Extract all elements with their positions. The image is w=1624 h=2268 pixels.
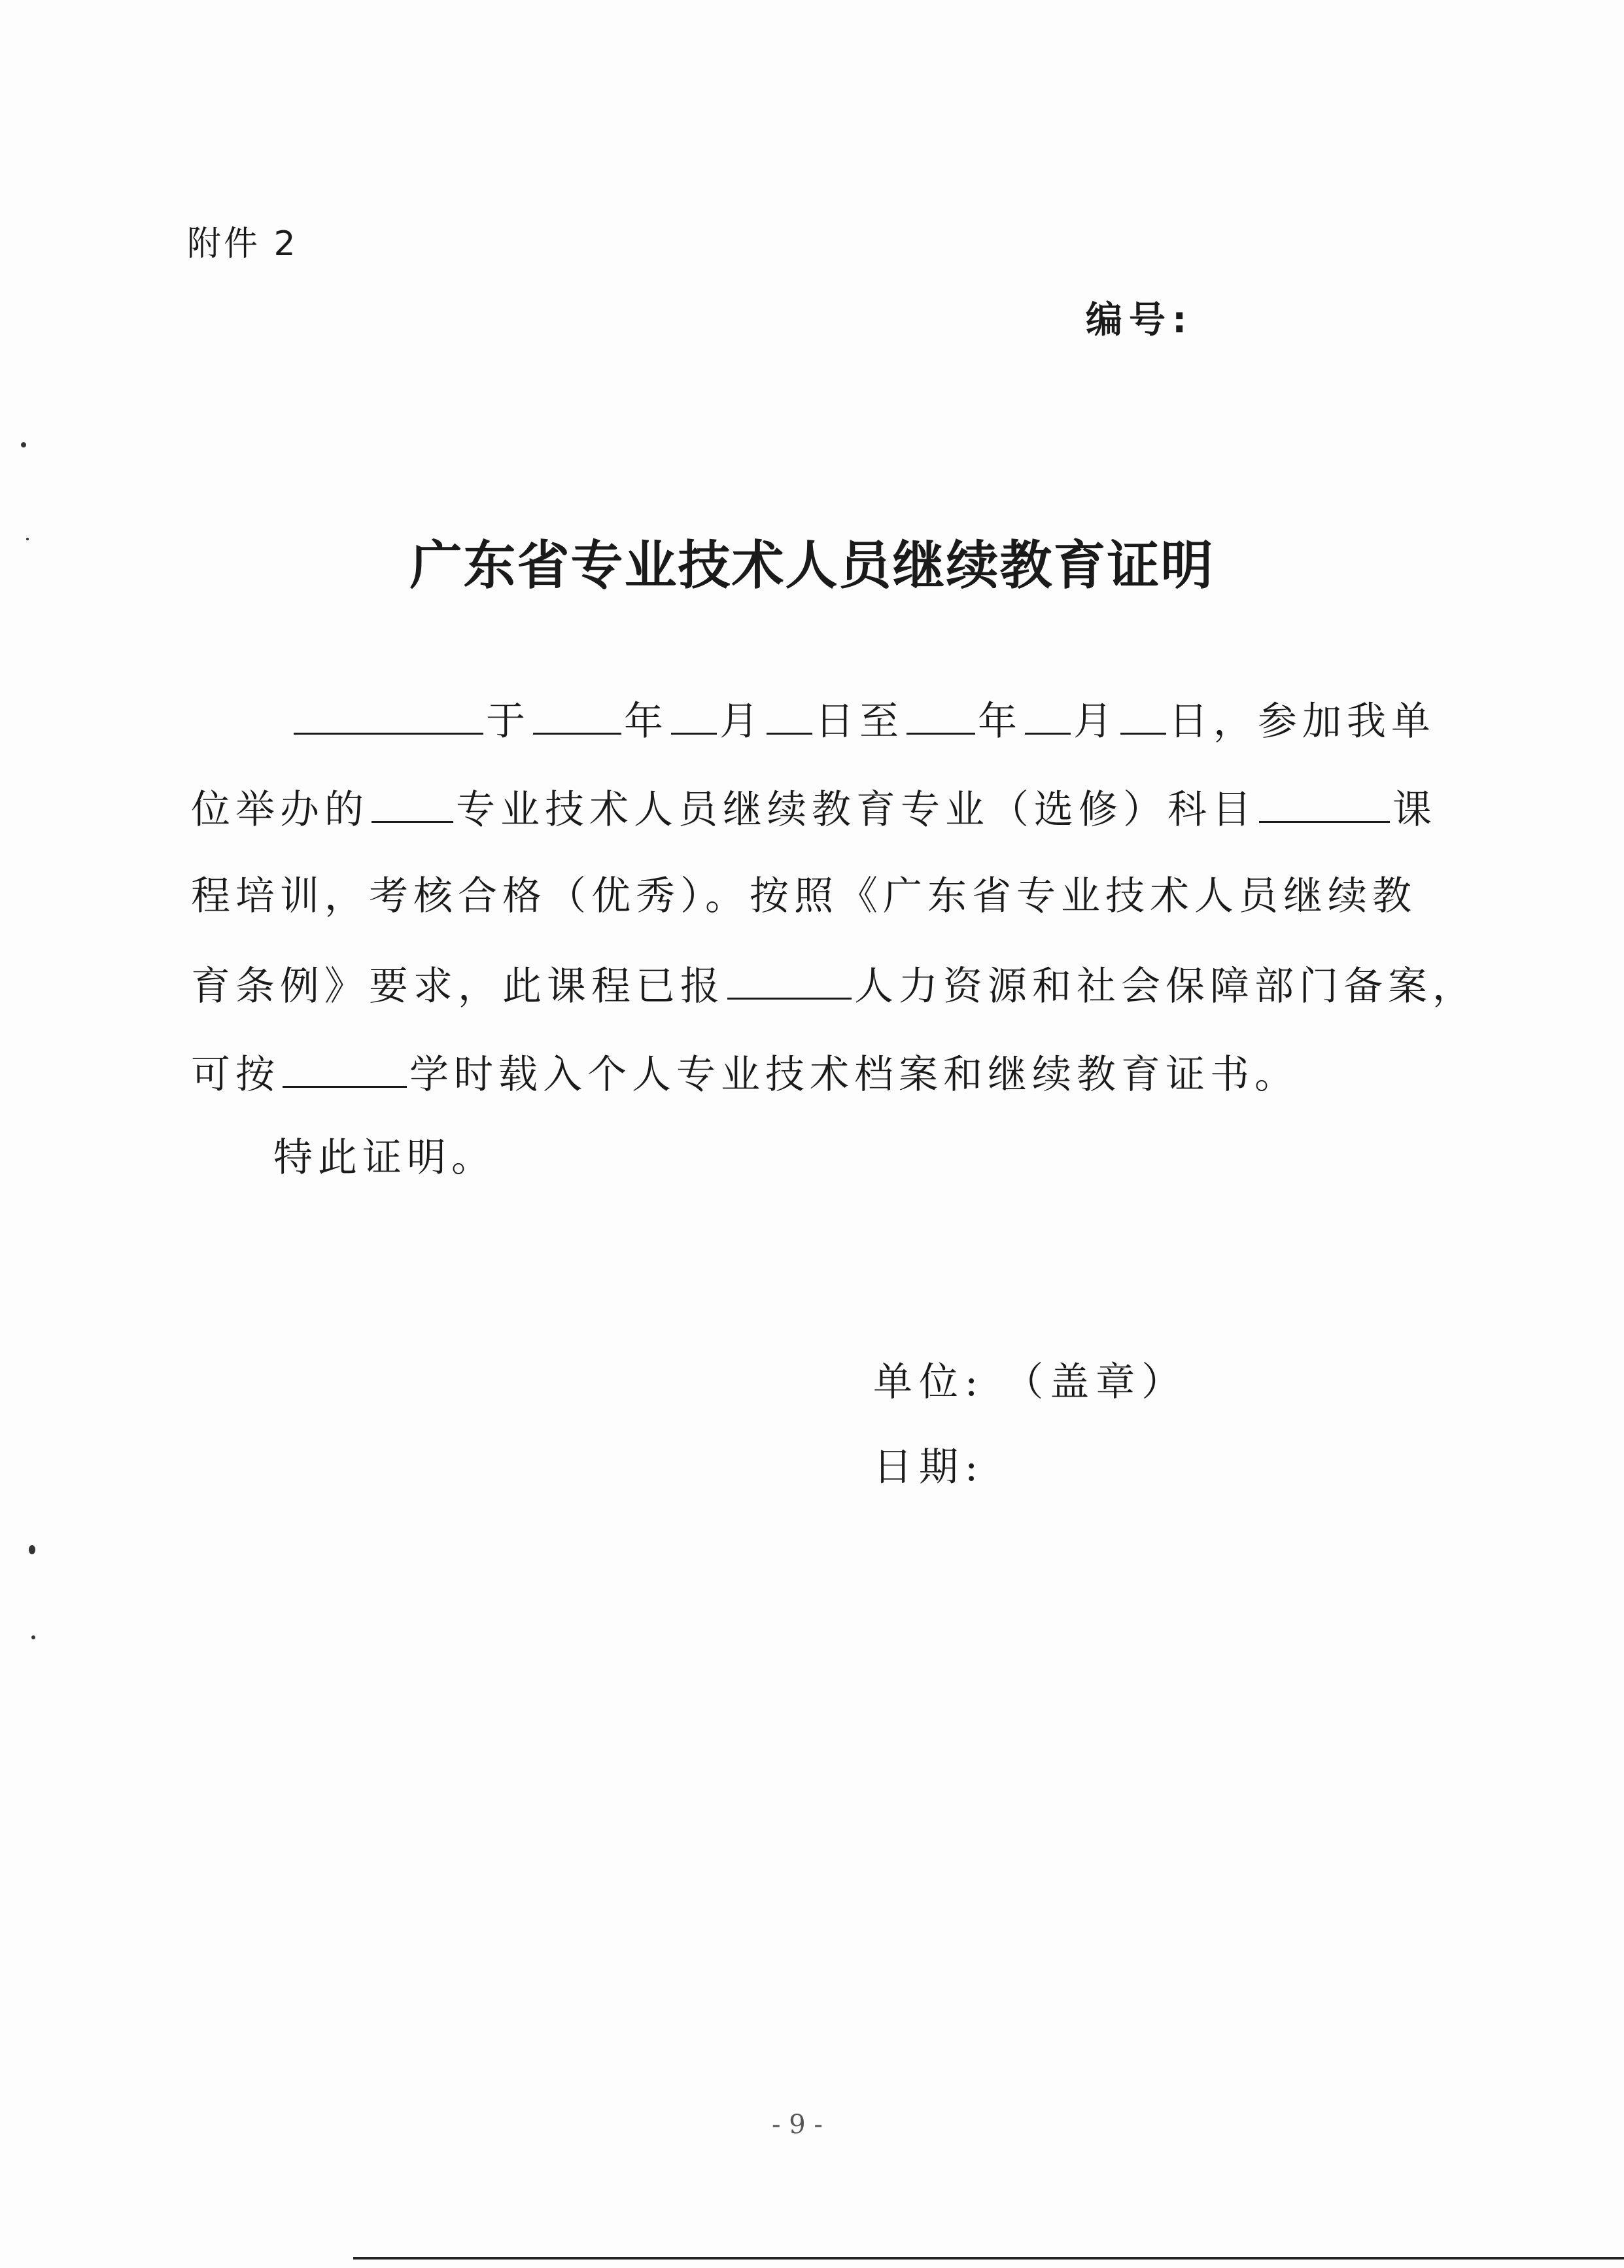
- text-credit-hours: 学时载入个人专业技术档案和继续教育证书。: [409, 1052, 1299, 1098]
- serial-number-label: 编号:: [1086, 299, 1194, 341]
- start-year-blank: [533, 693, 621, 735]
- body-line-1: [291, 693, 1436, 748]
- text-day-to: 日至: [815, 699, 904, 744]
- course-blank: [1259, 782, 1390, 823]
- unit-label: 单位:: [873, 1359, 985, 1405]
- body-line-2: [191, 782, 1437, 836]
- scan-speck: [26, 538, 29, 540]
- name-blank: [294, 693, 483, 735]
- body-line-3: 程培训，考核合格（优秀）。按照《广东省专业技术人员继续教: [191, 873, 1417, 919]
- start-month-blank: [671, 693, 717, 735]
- bottom-border-line: [353, 2257, 1624, 2259]
- text-subject: 专业技术人员继续教育专业（选修）科目: [456, 787, 1256, 833]
- text-yu: 于: [486, 699, 530, 744]
- closing-statement: 特此证明。: [273, 1135, 496, 1181]
- body-line-4: [191, 958, 1477, 1013]
- text-day-attend: 日，参加我单: [1169, 699, 1436, 744]
- start-day-blank: [767, 693, 812, 735]
- text-month-2: 月: [1073, 699, 1118, 744]
- text-year: 年: [624, 699, 668, 744]
- text-hr-department: 人力资源和社会保障部门备案，: [854, 964, 1477, 1009]
- text-according: 可按: [191, 1052, 280, 1098]
- scan-speck: [31, 1635, 35, 1639]
- scan-speck: [29, 1545, 35, 1554]
- hours-blank: [283, 1047, 407, 1088]
- text-course: 课: [1392, 787, 1437, 833]
- unit-line: [873, 1351, 1187, 1407]
- text-month: 月: [719, 699, 764, 744]
- text-reported: 育条例》要求，此课程已报: [191, 964, 725, 1009]
- page-number: - 9 -: [772, 2110, 823, 2140]
- seal-note: （盖章）: [1004, 1359, 1188, 1405]
- end-month-blank: [1025, 693, 1071, 735]
- body-line-5: [191, 1047, 1299, 1101]
- document-title: 广东省专业技术人员继续教育证明: [409, 535, 1215, 596]
- date-label: 日期:: [873, 1444, 985, 1490]
- text-organized-by: 位举办的: [191, 787, 369, 833]
- scan-speck: [21, 442, 26, 447]
- authority-blank: [727, 958, 852, 1000]
- date-line: [873, 1436, 984, 1492]
- end-year-blank: [907, 693, 975, 735]
- text-year-2: 年: [978, 699, 1022, 744]
- year-blank: [371, 782, 453, 823]
- end-day-blank: [1120, 693, 1166, 735]
- attachment-label: 附件 2: [187, 224, 298, 264]
